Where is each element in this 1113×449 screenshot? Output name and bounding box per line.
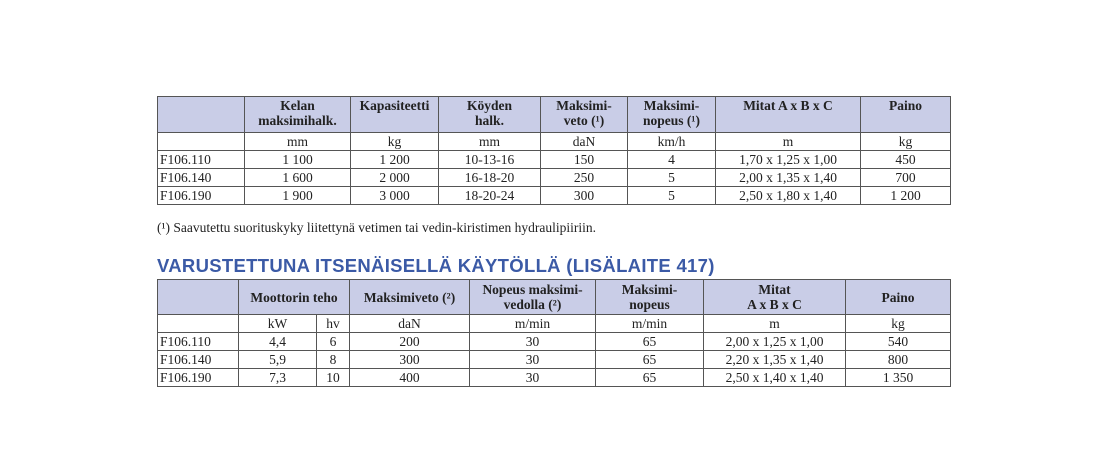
table2-unit	[158, 315, 239, 333]
table-cell: 6	[317, 333, 350, 351]
table-cell: 300	[350, 351, 470, 369]
table1-header-dimensions: Mitat A x B x C	[716, 97, 861, 133]
section-title: VARUSTETTUNA ITSENÄISELLÄ KÄYTÖLLÄ (LISÄLAITE 417)	[157, 255, 715, 276]
table-cell: 16-18-20	[439, 169, 541, 187]
table-cell: 300	[541, 187, 628, 205]
table2-unit: daN	[350, 315, 470, 333]
table2-unit: m	[704, 315, 846, 333]
table2-unit: kW	[239, 315, 317, 333]
table-cell: 2,00 x 1,35 x 1,40	[716, 169, 861, 187]
table1-unit: mm	[245, 133, 351, 151]
table-cell: 400	[350, 369, 470, 387]
table-cell: 800	[846, 351, 951, 369]
table2-header-max-speed: Maksimi- nopeus	[596, 280, 704, 315]
table-cell: 2,50 x 1,40 x 1,40	[704, 369, 846, 387]
table1-unit: kg	[861, 133, 951, 151]
table-cell: 1,70 x 1,25 x 1,00	[716, 151, 861, 169]
table1-header-weight: Paino	[861, 97, 951, 133]
table2-unit: m/min	[596, 315, 704, 333]
table-cell: 1 200	[351, 151, 439, 169]
table-cell: 65	[596, 369, 704, 387]
table-cell-model: F106.140	[158, 351, 239, 369]
table1-header-row	[158, 97, 951, 133]
table2-unit: kg	[846, 315, 951, 333]
table2-header-motor-power: Moottorin teho	[239, 280, 350, 315]
table1-unit	[158, 133, 245, 151]
table-cell: 30	[470, 333, 596, 351]
table-cell: 65	[596, 351, 704, 369]
table1-header-max-pull: Maksimi- veto (¹)	[541, 97, 628, 133]
table-row	[158, 333, 951, 351]
table-cell: 10-13-16	[439, 151, 541, 169]
table2-header-row	[158, 280, 951, 315]
table-cell: 1 350	[846, 369, 951, 387]
table-row	[158, 187, 951, 205]
table-cell: 18-20-24	[439, 187, 541, 205]
table-row	[158, 351, 951, 369]
table1-unit: kg	[351, 133, 439, 151]
table-cell: 200	[350, 333, 470, 351]
table2-unit: m/min	[470, 315, 596, 333]
table-cell-model: F106.190	[158, 369, 239, 387]
table-cell: 700	[861, 169, 951, 187]
table1-header-rope-diameter: Köyden halk.	[439, 97, 541, 133]
table1-header-capacity: Kapasiteetti	[351, 97, 439, 133]
table-cell: 65	[596, 333, 704, 351]
table-cell: 8	[317, 351, 350, 369]
table2-units-row	[158, 315, 951, 333]
table-cell: 4,4	[239, 333, 317, 351]
table-cell: 4	[628, 151, 716, 169]
table-cell: 2 000	[351, 169, 439, 187]
table-cell: 3 000	[351, 187, 439, 205]
table-cell-model: F106.140	[158, 169, 245, 187]
table-cell: 540	[846, 333, 951, 351]
table-cell: 1 100	[245, 151, 351, 169]
table-cell: 30	[470, 351, 596, 369]
table-cell: 1 900	[245, 187, 351, 205]
table-cell: 450	[861, 151, 951, 169]
table-row	[158, 169, 951, 187]
table-cell: 1 200	[861, 187, 951, 205]
table2-header-max-pull: Maksimiveto (²)	[350, 280, 470, 315]
table-cell: 150	[541, 151, 628, 169]
winch-spec-table	[157, 96, 951, 205]
table-cell: 5	[628, 169, 716, 187]
table1-units-row	[158, 133, 951, 151]
table-cell-model: F106.110	[158, 151, 245, 169]
table2-unit: hv	[317, 315, 350, 333]
table-cell: 1 600	[245, 169, 351, 187]
table-row	[158, 151, 951, 169]
table2-header-weight: Paino	[846, 280, 951, 315]
table-cell: 2,00 x 1,25 x 1,00	[704, 333, 846, 351]
table1-unit: m	[716, 133, 861, 151]
table1-unit: mm	[439, 133, 541, 151]
table1-header-drum-diameter: Kelan maksimihalk.	[245, 97, 351, 133]
table-row	[158, 369, 951, 387]
table-cell-model: F106.110	[158, 333, 239, 351]
table1-header-model	[158, 97, 245, 133]
table-cell: 10	[317, 369, 350, 387]
table-cell: 250	[541, 169, 628, 187]
table1-header-max-speed: Maksimi- nopeus (¹)	[628, 97, 716, 133]
table-cell: 5,9	[239, 351, 317, 369]
table-cell: 7,3	[239, 369, 317, 387]
table-cell: 30	[470, 369, 596, 387]
table2-header-speed-at-max-pull: Nopeus maksimi- vedolla (²)	[470, 280, 596, 315]
table1-unit: km/h	[628, 133, 716, 151]
table-cell: 2,20 x 1,35 x 1,40	[704, 351, 846, 369]
table2-header-dimensions: Mitat A x B x C	[704, 280, 846, 315]
table1-unit: daN	[541, 133, 628, 151]
independent-drive-spec-table	[157, 279, 951, 387]
table-cell: 2,50 x 1,80 x 1,40	[716, 187, 861, 205]
table-cell-model: F106.190	[158, 187, 245, 205]
table2-header-model	[158, 280, 239, 315]
table-cell: 5	[628, 187, 716, 205]
footnote: (¹) Saavutettu suorituskyky liitettynä vetimen tai vedin-kiristimen hydraulipiiriin.	[157, 220, 596, 235]
